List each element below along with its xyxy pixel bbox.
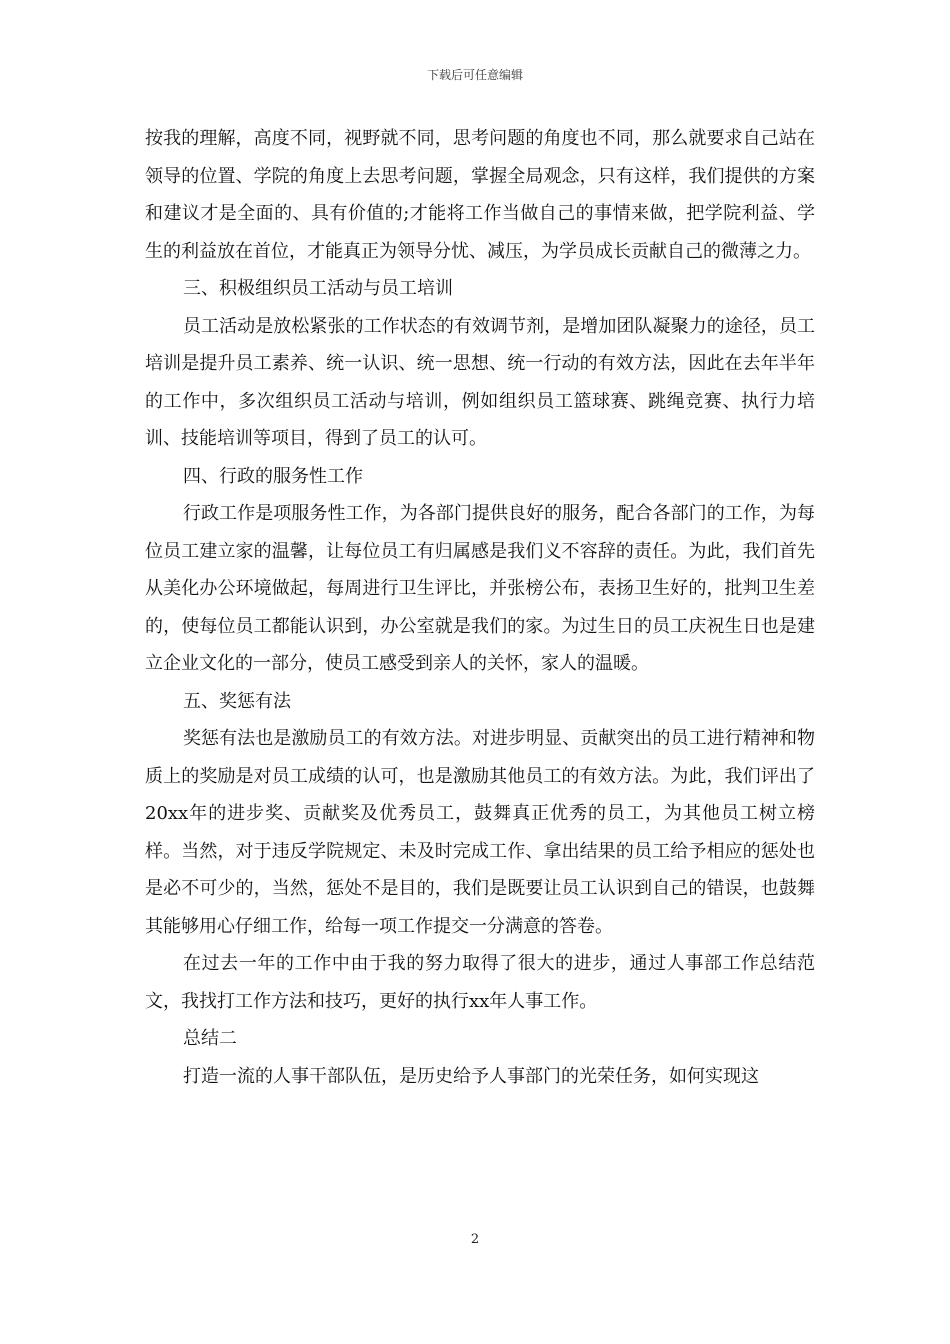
page-number: 2: [470, 1232, 480, 1247]
body-paragraph: 按我的理解，高度不同，视野就不同，思考问题的角度也不同，那么就要求自己站在领导的位置、学院的角度上去思考问题，掌握全局观念，只有这样，我们提供的方案和建议才是全面的、具有价值的;才能将工作当做自己的事情来做，把学院利益、学生的利益放在首位，才能真正为领导分忧、减压，为学员成长贡献自己的微薄之力。: [145, 128, 815, 262]
section-heading: 总结二: [183, 1028, 237, 1049]
section-heading: 五、奖惩有法: [183, 690, 291, 712]
body-paragraph: 员工活动是放松紧张的工作状态的有效调节剂，是增加团队凝聚力的途径，员工培训是提升员工素养、统一认识、统一思想、统一行动的有效方法，因此在去年半年的工作中，多次组织员工活动与培训，例如组织员工篮球赛、跳绳竞赛、执行力培训、技能培训等项目，得到了员工的认可。: [145, 315, 815, 449]
body-paragraph: 在过去一年的工作中由于我的努力取得了很大的进步，通过人事部工作总结范文，我找打工作方法和技巧，更好的执行xx年人事工作。: [145, 953, 815, 1012]
page-header: 下载后可任意编辑: [426, 68, 523, 82]
body-paragraph: 行政工作是项服务性工作，为各部门提供良好的服务，配合各部门的工作，为每位员工建立家的温馨，让每位员工有归属感是我们义不容辞的责任。为此，我们首先从美化办公环境做起，每周进行卫生评比，并张榜公布，表扬卫生好的，批判卫生差的，使每位员工都能认识到，办公室就是我们的家。为过生日的员工庆祝生日也是建立企业文化的一部分，使员工感受到亲人的关怀，家人的温暖。: [145, 503, 815, 674]
body-paragraph: 打造一流的人事干部队伍，是历史给予人事部门的光荣任务，如何实现这: [183, 1065, 759, 1087]
body-paragraph: 奖惩有法也是激励员工的有效方法。对进步明显、贡献突出的员工进行精神和物质上的奖励是对员工成绩的认可，也是激励其他员工的有效方法。为此，我们评出了20xx年的进步奖、贡献奖及优秀员工，鼓舞真正优秀的员工，为其他员工树立榜样。当然，对于违反学院规定、未及时完成工作、拿出结果的员工给予相应的惩处也是必不可少的，当然，惩处不是目的，我们是既要让员工认识到自己的错误，也鼓舞其能够用心仔细工作，给每一项工作提交一分满意的答卷。: [145, 728, 815, 937]
section-heading: 三、积极组织员工活动与员工培训: [183, 278, 453, 299]
section-heading: 四、行政的服务性工作: [183, 465, 363, 487]
document-body: [145, 120, 815, 1095]
